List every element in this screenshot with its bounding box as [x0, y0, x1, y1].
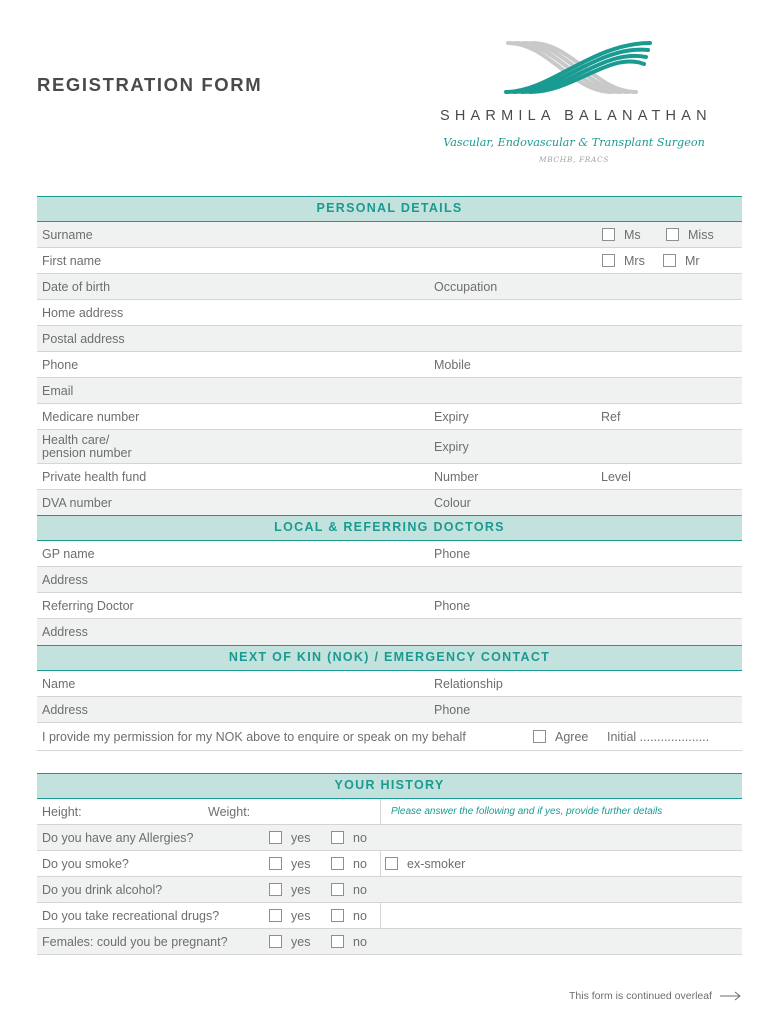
occupation-label: Occupation: [434, 279, 498, 294]
doctor-qualifications: MBCHB, FRACS: [538, 155, 610, 164]
private-fund-label: Private health fund: [42, 469, 147, 484]
allergies-question: Do you have any Allergies?: [42, 830, 194, 845]
pregnant-question: Females: could you be pregnant?: [42, 934, 228, 949]
referring-doctor-label: Referring Doctor: [42, 598, 134, 613]
email-label: Email: [42, 383, 74, 398]
drugs-yes-option[interactable]: [269, 903, 310, 928]
long-right-arrow-icon: [720, 991, 742, 1001]
history-question-row: [37, 877, 742, 903]
gp-name-label: GP name: [42, 546, 95, 561]
history-table: [37, 799, 742, 955]
health-care-label-line1: Health care/: [42, 432, 110, 447]
health-care-label: [42, 430, 132, 463]
pregnant-yes-checkbox[interactable]: [269, 935, 282, 948]
gp-address-label: Address: [42, 572, 88, 587]
doctor-specialty: Vascular, Endovascular & Transplant Surgeon: [443, 136, 705, 149]
dva-colour-label: Colour: [434, 496, 471, 510]
medicare-ref-label: Ref: [601, 409, 621, 424]
alcohol-yes-checkbox[interactable]: [269, 883, 282, 896]
mobile-label: Mobile: [434, 357, 471, 372]
smoke-yes-option[interactable]: [269, 851, 310, 876]
gp-row: [37, 541, 742, 567]
title-miss-option[interactable]: [666, 222, 714, 247]
smoke-question: Do you smoke?: [42, 856, 129, 871]
mr-label: Mr: [685, 253, 700, 268]
yes-label: yes: [291, 856, 311, 871]
allergies-yes-option[interactable]: [269, 825, 310, 850]
postal-address-label: Postal address: [42, 331, 125, 346]
mr-checkbox[interactable]: [663, 254, 676, 267]
ms-checkbox[interactable]: [602, 228, 615, 241]
pregnant-yes-option[interactable]: [269, 929, 310, 954]
title-ms-option[interactable]: [602, 222, 641, 247]
agree-option[interactable]: [533, 723, 588, 750]
postal-address-row: [37, 326, 742, 352]
dob-row: [37, 274, 742, 300]
pregnant-no-option[interactable]: [331, 929, 367, 954]
doctors-heading: LOCAL & REFERRING DOCTORS: [37, 515, 742, 541]
ex-smoker-label: ex-smoker: [407, 856, 466, 871]
nok-heading: NEXT OF KIN (NOK) / EMERGENCY CONTACT: [37, 645, 742, 671]
referring-phone-label: Phone: [434, 598, 471, 613]
mrs-checkbox[interactable]: [602, 254, 615, 267]
medicare-expiry-label: Expiry: [434, 409, 469, 424]
surname-row: [37, 222, 742, 248]
personal-details-section: [37, 196, 742, 516]
medicare-row: [37, 404, 742, 430]
title-mr-option[interactable]: [663, 248, 700, 273]
height-weight-row: [37, 799, 742, 825]
phone-row: [37, 352, 742, 378]
personal-details-heading: PERSONAL DETAILS: [37, 196, 742, 222]
doctor-name: SHARMILA BALANATHAN: [440, 108, 712, 124]
medicare-label: Medicare number: [42, 409, 140, 424]
alcohol-yes-option[interactable]: [269, 877, 310, 902]
yes-label: yes: [291, 908, 311, 923]
health-care-expiry-label: Expiry: [434, 439, 469, 454]
health-care-row: [37, 430, 742, 464]
nok-section: [37, 645, 742, 751]
miss-checkbox[interactable]: [666, 228, 679, 241]
drugs-yes-checkbox[interactable]: [269, 909, 282, 922]
yes-label: yes: [291, 934, 311, 949]
no-label: no: [353, 856, 367, 871]
smoke-no-option[interactable]: [331, 851, 367, 876]
nok-permission-text: I provide my permission for my NOK above to enquire or speak on my behalf: [42, 729, 466, 744]
height-label: Height:: [42, 804, 82, 819]
yes-label: yes: [291, 830, 311, 845]
fund-level-label: Level: [601, 469, 631, 484]
nok-relationship-label: Relationship: [434, 676, 503, 691]
dva-label: DVA number: [42, 496, 112, 510]
yes-label: yes: [291, 882, 311, 897]
phone-label: Phone: [42, 357, 79, 372]
no-label: no: [353, 908, 367, 923]
nok-name-row: [37, 671, 742, 697]
history-question-row: [37, 825, 742, 851]
history-section: [37, 773, 742, 955]
agree-checkbox[interactable]: [533, 730, 546, 743]
fund-number-label: Number: [434, 469, 479, 484]
drugs-question: Do you take recreational drugs?: [42, 908, 220, 923]
referring-address-label: Address: [42, 625, 88, 639]
first-name-row: [37, 248, 742, 274]
email-row: [37, 378, 742, 404]
nok-name-label: Name: [42, 676, 76, 691]
interwoven-ribbon-logo: [500, 40, 656, 96]
smoke-no-checkbox[interactable]: [331, 857, 344, 870]
first-name-label: First name: [42, 253, 102, 268]
alcohol-no-checkbox[interactable]: [331, 883, 344, 896]
form-title: REGISTRATION FORM: [37, 74, 263, 95]
nok-address-label: Address: [42, 702, 88, 717]
nok-address-row: [37, 697, 742, 723]
history-heading: YOUR HISTORY: [37, 773, 742, 799]
nok-phone-label: Phone: [434, 702, 471, 717]
alcohol-question: Do you drink alcohol?: [42, 882, 163, 897]
history-question-row: [37, 851, 742, 877]
drugs-no-option[interactable]: [331, 903, 367, 928]
title-mrs-option[interactable]: [602, 248, 645, 273]
dob-label: Date of birth: [42, 279, 111, 294]
history-instructions: Please answer the following and if yes, provide further details: [391, 806, 663, 817]
agree-label: Agree: [555, 729, 589, 744]
miss-label: Miss: [688, 227, 714, 242]
pregnant-no-checkbox[interactable]: [331, 935, 344, 948]
alcohol-no-option[interactable]: [331, 877, 367, 902]
history-question-row: [37, 903, 742, 929]
continued-note: [520, 990, 742, 1002]
drugs-no-checkbox[interactable]: [331, 909, 344, 922]
smoke-yes-checkbox[interactable]: [269, 857, 282, 870]
allergies-no-checkbox[interactable]: [331, 831, 344, 844]
continued-text: This form is continued overleaf: [569, 990, 712, 1002]
health-care-label-line2: pension number: [42, 445, 132, 460]
allergies-yes-checkbox[interactable]: [269, 831, 282, 844]
allergies-no-option[interactable]: [331, 825, 367, 850]
weight-label: Weight:: [208, 804, 251, 819]
no-label: no: [353, 882, 367, 897]
no-label: no: [353, 934, 367, 949]
no-label: no: [353, 830, 367, 845]
ex-smoker-checkbox[interactable]: [385, 857, 398, 870]
ms-label: Ms: [624, 227, 641, 242]
mrs-label: Mrs: [624, 253, 645, 268]
referring-row: [37, 593, 742, 619]
gp-phone-label: Phone: [434, 546, 471, 561]
nok-permission-row: [37, 723, 742, 751]
home-address-row: [37, 300, 742, 326]
referring-address-row: [37, 619, 742, 645]
history-question-row: [37, 929, 742, 955]
dva-row: [37, 490, 742, 516]
home-address-label: Home address: [42, 305, 124, 320]
private-fund-row: [37, 464, 742, 490]
surname-label: Surname: [42, 227, 93, 242]
gp-address-row: [37, 567, 742, 593]
doctors-section: [37, 515, 742, 645]
ex-smoker-option[interactable]: [385, 851, 465, 876]
initial-field[interactable]: Initial ....................: [607, 729, 710, 744]
